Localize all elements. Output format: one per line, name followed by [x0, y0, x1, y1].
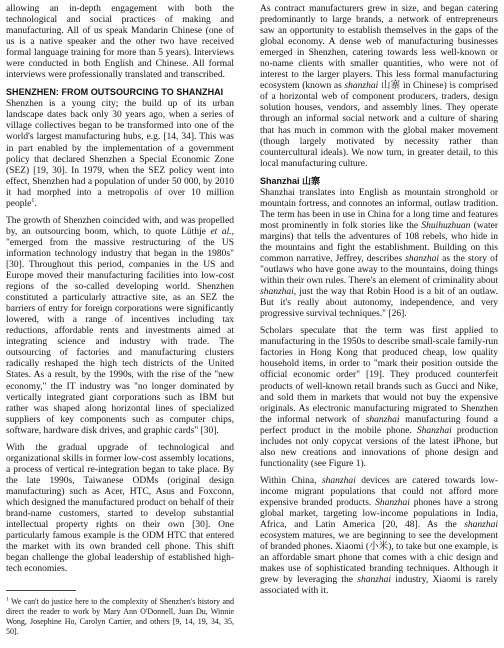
footnote-marker[interactable]: 1 [31, 197, 35, 204]
paragraph-vertical-reintegration [6, 443, 234, 576]
paragraph-text: With the gradual upgrade of technological and organizational skills in former low-cost assembly locations, a process of vertical re-integration began to take place. By the late 1990s, Taiwanese ODMs (original design manufacturing) such as Acer, HTC, Asus and Foxconn, which designed the manufactured product on behalf of their brand-name customers, started to develop substantial intellectual property rights on their own [30]. One particularly famous example is the ODM HTC that entered the market with its own branded cell phone. This shift began challenge the global leadership of established high-tech economies. [6, 442, 234, 575]
paragraph-text-end: . [34, 198, 37, 209]
paragraph-scholars-speculate [260, 326, 498, 470]
shanzhai-italic: shanzhai [321, 475, 356, 486]
shanzhai-italic: shanzhai [464, 520, 498, 531]
shanzhai-italic: Shanzhai [375, 497, 410, 508]
paragraph-methods-end [6, 4, 234, 81]
footnote-number: 1 [6, 596, 9, 603]
paragraph-text: , just the way that Robin Hood is a bit of an outlaw. But it's really about autonomy, independence, and very progressive survival techniques." [26]. [260, 287, 498, 320]
paragraph-text: ecosystem matures, we are beginning to see the development of branded phones. Xiaomi (小米), to take but one example, is an affordable smart phone that comes with a chic design and makes use of sophisticated branding techniques. Although it grew by leveraging the [260, 531, 498, 586]
shanzhai-italic: shanzhai [365, 414, 400, 425]
footnote-text: We can't do justice here to the complexity of Shenzhen's history and direct the reader to work by Mary Ann O'Donnell, Juan Du, Winnie Wong, Josephine Ho, Carolyn Cartier, and others [9, 14, 19, 34, 35, 50]. [6, 597, 234, 636]
paragraph-text: devices are catered towards low-income migrant populations that could not afford more expensive branded products. [260, 475, 498, 508]
paragraph-text: , "emerged from the massive restructuring of the US information technology industry that began in the 1980s" [30]. Throughout this period, companies in the US and Europe moved their manufacturing facilities into low-cost regions of the so-called developing world. Shenzhen constituted a particularly attractive site, as an SEZ the barriers of entry for foreign corporations were significantly lowered, with a range of incentives including tax reductions, affordable rents and investments aimed at integrating science and industry with trade. The outsourcing of factories and manufacturing clusters radically reshaped the high tech districts of the United States. As a result, by the 1990s, with the rise of the "new economy," the IT industry was "no longer dominated by vertically integrated giant corporations such as IBM but rather was shaped along horizontal lines of specialized suppliers of key components such as computer chips, software, hardware disk drives, and graphic cards" [30]. [6, 226, 235, 436]
paragraph-contract-manufacturers [260, 4, 498, 170]
paragraph-text: Scholars speculate that the term was first applied to manufacturing in the 1950s to describe small-scale family-run factories in Hong Kong that produced cheap, low quality household items, in order to "mark their position outside the official economic order" [19]. They produced counterfeit products of well-known retail brands such as Gucci and Nike, and sold them in markets that would not buy the expensive originals. As electronic manufacturing migrated to Shenzhen the informal network of [260, 326, 498, 425]
paragraph-text: The growth of Shenzhen coincided with, and was propelled by, an outsourcing boom, which, to quote Lüthje [6, 215, 234, 237]
paragraph-shenzhen-history [6, 99, 234, 209]
shanzhai-italic: shanzhai [357, 575, 392, 586]
shanzhai-italic: shanzhai [344, 81, 379, 92]
shanzhai-italic: shanzhai [405, 253, 440, 264]
paragraph-text: allowing an in-depth engagement with both the technological and social practices of making and manufacturing. All of us speak Mandarin Chinese (one of us is a native speaker and the other two have received formal language training for more than 5 years). Interviews were conducted in both English and Chinese. All formal interviews were professionally translated and transcribed. [6, 4, 234, 81]
paragraph-text: as the story of "outlaws who have gone away to the mountains, doing things within their own rules. There's an element of criminality about [260, 253, 499, 287]
paragraph-text: (water margins) that tells the adventures of 108 rebels, who hide in the mountains and fight the establishment. Building on this common narrative, Jeffrey, describes [260, 220, 498, 264]
shanzhai-italic: Shanzhai [416, 425, 452, 436]
footnote-divider [6, 590, 76, 591]
paragraph-text: manufacturing found a perfect product in the mobile phone. [260, 414, 498, 436]
paragraph-within-china [260, 476, 498, 598]
etal-italic: et al. [210, 226, 232, 237]
left-column [6, 4, 234, 581]
paragraph-text: Shanzhai translates into English as mountain stronghold or mountain fortress, and connotes an informal, outlaw tradition. The term has been in use in China for a long time and features most prominently in folk stories like the [260, 187, 498, 231]
shanzhai-italic: shanzhai [260, 287, 294, 298]
paragraph-text: phones have a strong global market, targeting low-income populations in India, Africa, and Latin America [20, 48]. As the [260, 497, 498, 531]
paragraph-text: Shenzhen is a young city; the build up of its urban landscape dates back only 30 years ago, when a series of village collectives began to be transformed into one of the world's largest manufacturing hubs, e.g. [14, 34]. This was in part enabled by the implementation of a government policy that declared Shenzhen a Special Economic Zone (SEZ) [19, 30]. In 1979, when the SEZ policy went into effect, Shenzhen had a population of under 50 000, by 2010 it had morphed into a metropolis of over 10 million people [6, 99, 234, 209]
paragraph-text: Within China, [260, 475, 322, 486]
paragraph-outsourcing-boom [6, 216, 234, 437]
section-heading: SHENZHEN: FROM OUTSOURCING TO SHANZHAI [6, 87, 224, 98]
subsection-heading: Shanzhai 山寨 [260, 175, 321, 186]
right-column [260, 4, 498, 603]
footnote [6, 597, 234, 637]
paragraph-text: As contract manufacturers grew in size, and began catering predominantly to large brands, a network of entrepreneurs saw an opportunity to establish themselves in the gaps of the global economy. A dense web of manufacturing businesses emerged in Shenzhen, catering towards less well-known or no-name clients with smaller quantities, who were not of interest to the larger players. This less formal manufacturing ecosystem (known as [260, 4, 498, 92]
paragraph-text: industry, Xiaomi is rarely associated with it. [260, 575, 498, 597]
shuihuzhuan-italic: Shuihuzhuan [421, 220, 471, 231]
paragraph-text: 山寨 in Chinese) is comprised of a horizontal web of component producers, traders, design solution houses, vendors, and assembly lines. They operate through an informal social network and a culture of sharing that has much in common with the global maker movement (though largely motivated by necessity rather than countercultural ideals). We now turn, in greater detail, to this local manufacturing culture. [260, 81, 498, 169]
paragraph-text: production includes not only copycat versions of the latest iPhone, but also new creations and innovations of phone design and functionality (see Figure 1). [260, 425, 498, 469]
paragraph-shanzhai-meaning [260, 188, 498, 321]
